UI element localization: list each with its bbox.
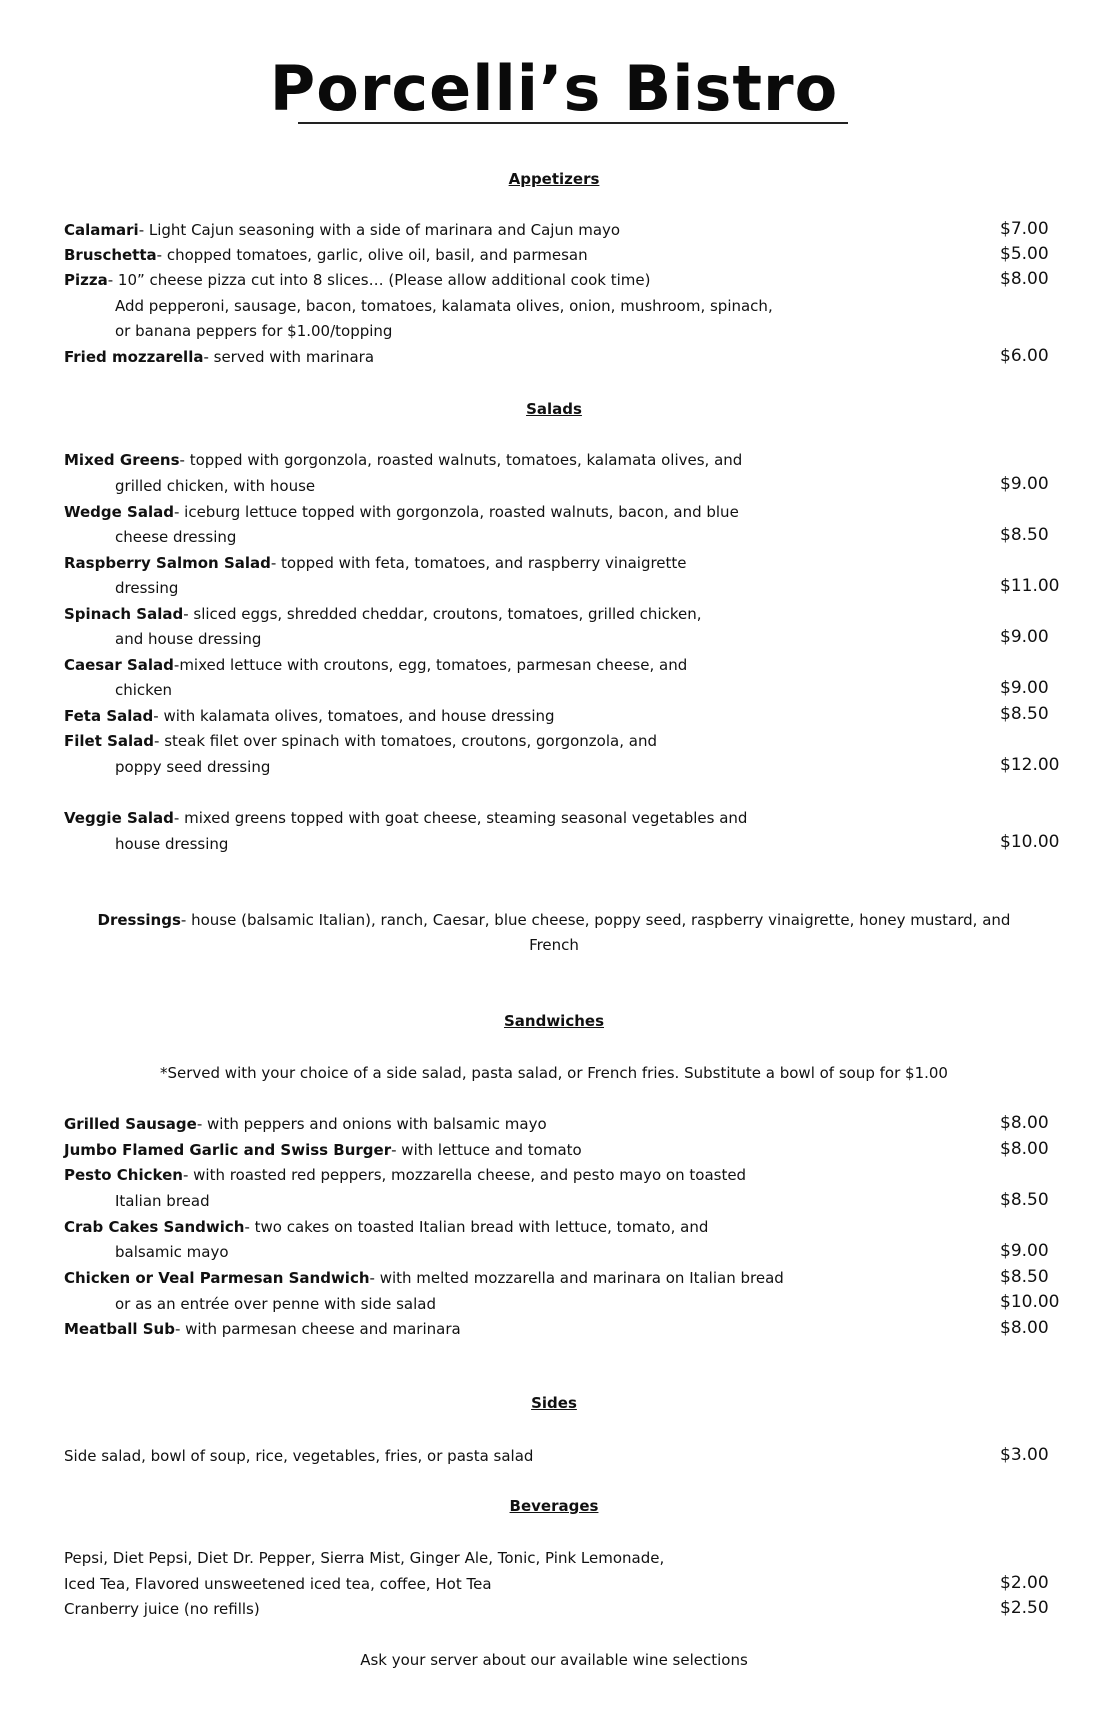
item-desc: - topped with gorgonzola, roasted walnuts, tomatoes, kalamata olives, and [179,451,743,469]
price-pizza: $8.00 [1000,269,1049,289]
menu-item-mixed-greens [64,450,844,470]
item-name: Fried mozzarella [64,348,204,366]
price-pesto-chicken: $8.50 [1000,1190,1049,1210]
price-beverages: $2.00 [1000,1573,1049,1593]
heading-salads: Salads [526,400,582,418]
menu-item-feta-salad [64,706,844,726]
menu-item-grilled-sausage [64,1114,844,1134]
menu-item-bruschetta [64,245,844,265]
heading-sides: Sides [531,1394,577,1412]
menu-item-fried-mozzarella [64,347,844,367]
item-desc: - with roasted red peppers, mozzarella cheese, and pesto mayo on toasted [182,1166,747,1184]
item-desc-cont: house dressing [115,835,229,853]
price-raspberry-salmon-salad: $11.00 [1000,576,1060,596]
pizza-toppings-line: Add pepperoni, sausage, bacon, tomatoes, kalamata olives, onion, mushroom, spinach, [115,297,773,315]
menu-item-caesar-salad [64,655,844,675]
heading-appetizers: Appetizers [508,170,600,188]
item-desc: - with lettuce and tomato [391,1141,582,1159]
footer-wine-note: Ask your server about our available wine selections [360,1651,748,1669]
sides-line: Side salad, bowl of soup, rice, vegetables, fries, or pasta salad [64,1447,534,1465]
item-desc-cont: grilled chicken, with house [115,477,316,495]
item-desc-cont: balsamic mayo [115,1243,229,1261]
item-desc: - topped with feta, tomatoes, and raspberry vinaigrette [270,554,687,572]
title-underline [298,122,848,124]
menu-item-jumbo-burger [64,1140,844,1160]
menu-item-crab-cakes [64,1217,844,1237]
menu-item-filet-salad [64,731,844,751]
menu-item-wedge-salad [64,502,844,522]
heading-sandwiches: Sandwiches [503,1012,604,1030]
heading-beverages: Beverages [509,1497,599,1515]
price-sides: $3.00 [1000,1445,1049,1465]
item-desc: - with melted mozzarella and marinara on Italian bread [369,1269,784,1287]
item-desc: -mixed lettuce with croutons, egg, tomatoes, parmesan cheese, and [173,656,688,674]
item-desc-cont: dressing [115,579,179,597]
menu-item-veggie-salad [64,808,844,828]
item-desc-cont: chicken [115,681,173,699]
price-cranberry-juice: $2.50 [1000,1598,1049,1618]
item-name: Bruschetta [64,246,157,264]
dressings-line [0,910,1108,930]
item-desc-cont: and house dressing [115,630,262,648]
item-desc: - steak filet over spinach with tomatoes, croutons, gorgonzola, and [154,732,657,750]
pizza-toppings-price-line: or banana peppers for $1.00/topping [115,322,393,340]
menu-item-raspberry-salmon-salad [64,553,844,573]
price-spinach-salad: $9.00 [1000,627,1049,647]
price-veggie-salad: $10.00 [1000,832,1060,852]
price-caesar-salad: $9.00 [1000,678,1049,698]
item-desc-cont: Italian bread [115,1192,210,1210]
item-desc: - sliced eggs, shredded cheddar, croutons, tomatoes, grilled chicken, [183,605,702,623]
beverages-line-2: Iced Tea, Flavored unsweetened iced tea, coffee, Hot Tea [64,1575,492,1593]
menu-item-calamari [64,220,844,240]
item-name: Spinach Salad [64,605,184,623]
price-parmesan-entree: $10.00 [1000,1292,1060,1312]
price-filet-salad: $12.00 [1000,755,1060,775]
item-name: Feta Salad [64,707,154,725]
item-desc-cont: cheese dressing [115,528,237,546]
restaurant-title: Porcelli’s Bistro [269,52,839,125]
price-bruschetta: $5.00 [1000,244,1049,264]
beverages-line-3: Cranberry juice (no refills) [64,1600,260,1618]
menu-item-spinach-salad [64,604,844,624]
price-mixed-greens: $9.00 [1000,474,1049,494]
price-jumbo-burger: $8.00 [1000,1139,1049,1159]
beverages-line-1: Pepsi, Diet Pepsi, Diet Dr. Pepper, Sierra Mist, Ginger Ale, Tonic, Pink Lemonade, [64,1549,665,1567]
price-fried-mozzarella: $6.00 [1000,346,1049,366]
item-desc: - two cakes on toasted Italian bread with lettuce, tomato, and [244,1218,709,1236]
parmesan-entree-line: or as an entrée over penne with side salad [115,1295,436,1313]
menu-item-pizza [64,270,844,290]
item-name: Caesar Salad [64,656,174,674]
item-name: Filet Salad [64,732,155,750]
dressings-line-cont: French [529,936,579,954]
item-desc: - with parmesan cheese and marinara [174,1320,461,1338]
item-name: Meatball Sub [64,1320,175,1338]
price-grilled-sausage: $8.00 [1000,1113,1049,1133]
price-meatball-sub: $8.00 [1000,1318,1049,1338]
item-name: Pizza [64,271,108,289]
item-desc: - chopped tomatoes, garlic, olive oil, basil, and parmesan [156,246,588,264]
menu-item-meatball-sub [64,1319,844,1339]
item-desc: - Light Cajun seasoning with a side of marinara and Cajun mayo [138,221,621,239]
dressings-label: Dressings [97,911,181,929]
item-desc: - 10” cheese pizza cut into 8 slices… (Please allow additional cook time) [107,271,651,289]
item-name: Jumbo Flamed Garlic and Swiss Burger [64,1141,392,1159]
item-desc: - iceburg lettuce topped with gorgonzola, roasted walnuts, bacon, and blue [173,503,739,521]
price-calamari: $7.00 [1000,219,1049,239]
item-desc: - with peppers and onions with balsamic mayo [196,1115,547,1133]
price-feta-salad: $8.50 [1000,704,1049,724]
item-desc-cont: poppy seed dressing [115,758,271,776]
item-name: Grilled Sausage [64,1115,197,1133]
price-crab-cakes: $9.00 [1000,1241,1049,1261]
item-name: Wedge Salad [64,503,174,521]
item-desc: - served with marinara [203,348,375,366]
dressings-desc: - house (balsamic Italian), ranch, Caesar, blue cheese, poppy seed, raspberry vinaigrette, honey mustard, and [180,911,1011,929]
menu-item-pesto-chicken [64,1165,844,1185]
price-parmesan-sandwich: $8.50 [1000,1267,1049,1287]
item-name: Chicken or Veal Parmesan Sandwich [64,1269,370,1287]
price-wedge-salad: $8.50 [1000,525,1049,545]
item-name: Veggie Salad [64,809,174,827]
item-desc: - with kalamata olives, tomatoes, and house dressing [153,707,555,725]
item-name: Pesto Chicken [64,1166,183,1184]
item-name: Raspberry Salmon Salad [64,554,271,572]
menu-item-parmesan-sandwich [64,1268,844,1288]
item-desc: - mixed greens topped with goat cheese, steaming seasonal vegetables and [173,809,748,827]
item-name: Crab Cakes Sandwich [64,1218,245,1236]
item-name: Calamari [64,221,139,239]
item-name: Mixed Greens [64,451,180,469]
sandwiches-note: *Served with your choice of a side salad, pasta salad, or French fries. Substitute a bowl of soup for $1.00 [160,1064,948,1082]
